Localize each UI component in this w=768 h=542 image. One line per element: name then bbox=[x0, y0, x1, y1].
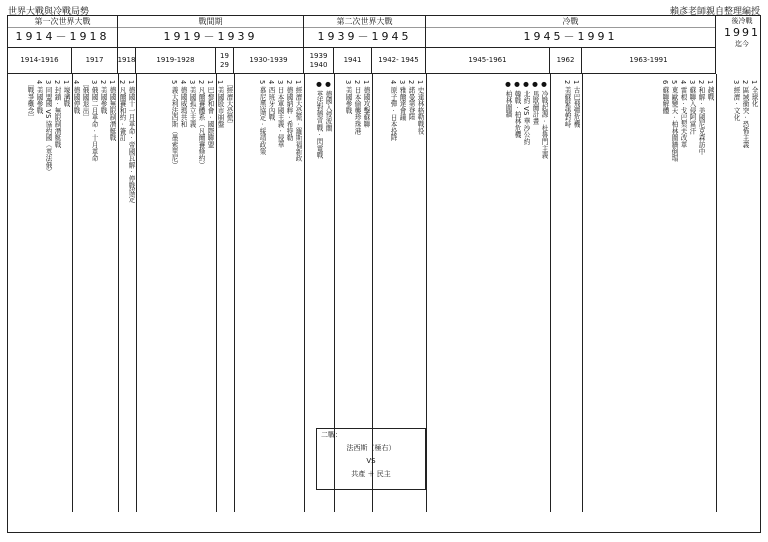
column-line: 1 經濟大恐慌 · 羅斯福新政 bbox=[294, 80, 302, 162]
column-1930 bbox=[236, 80, 302, 162]
column-line: ● 德國入侵波蘭 bbox=[324, 80, 332, 132]
column-line: 1 美國股市崩盤 bbox=[216, 80, 224, 128]
column-line: 1 越戰 bbox=[706, 80, 714, 101]
column-1962 bbox=[552, 80, 580, 128]
subheader-1963: 1963-1991 bbox=[582, 47, 716, 74]
divider bbox=[550, 74, 551, 512]
column-line: 4 美國參戰 bbox=[35, 80, 43, 114]
period-years: 1914－1918 bbox=[15, 30, 110, 43]
column-line: 2 凡爾賽體系（凡爾賽條約） bbox=[197, 80, 205, 169]
column-line: 〔戰爭概念〕 bbox=[26, 80, 34, 121]
subheader-1914: 1914-1916 bbox=[8, 47, 72, 74]
divider bbox=[582, 74, 583, 512]
column-line: 5 慕尼黑協定 · 綏靖政策 bbox=[258, 80, 266, 155]
author-note: 賴彥老師親自整理編授 bbox=[669, 7, 760, 17]
column-line: 2 區域衝突 · 恐怖主義 bbox=[741, 80, 749, 148]
subheader-1942: 1942- 1945 bbox=[372, 47, 426, 74]
period-name: 第一次世界大戰 bbox=[8, 16, 117, 28]
period-years: 1939－1945 bbox=[317, 30, 412, 43]
column-1963 bbox=[584, 80, 714, 162]
subheader-1917: 1917 bbox=[72, 47, 118, 74]
column-line: 1 史達林格勒戰役 bbox=[416, 80, 424, 135]
callout-line: 法西斯（極右） bbox=[346, 444, 396, 452]
column-line: 2 美蘇緊張對峙 bbox=[563, 80, 571, 128]
column-1941 bbox=[336, 80, 370, 134]
column-line: 5 義大利法西斯（墨索里尼） bbox=[170, 80, 178, 169]
column-line: ● 北約 VS 華沙公約 bbox=[522, 80, 530, 145]
column-line: 4 德國停戰 bbox=[72, 80, 80, 114]
column-line: 〔經濟大恐慌〕 bbox=[225, 80, 233, 128]
period-name: 戰間期 bbox=[118, 16, 303, 28]
column-line: ● 柏林圍牆 bbox=[504, 80, 512, 118]
column-line: 3 日本軍國主義 · 侵華 bbox=[276, 80, 284, 148]
period-coldwar bbox=[426, 16, 716, 47]
divider bbox=[716, 74, 717, 512]
callout-label: 二戰： bbox=[321, 431, 342, 439]
divider bbox=[426, 74, 427, 512]
column-1991 bbox=[720, 80, 758, 148]
period-ww2 bbox=[304, 16, 426, 47]
subheader-1918: 1918 bbox=[118, 47, 136, 74]
column-1917 bbox=[74, 80, 116, 162]
subheader-1929: 19 29 bbox=[216, 47, 234, 74]
column-line: 〔俄國退出〕 bbox=[81, 80, 89, 121]
column-1942 bbox=[374, 80, 424, 141]
period-years: 1919－1939 bbox=[163, 30, 258, 43]
column-1919 bbox=[138, 80, 214, 168]
divider bbox=[216, 74, 217, 512]
chart-title: 世界大戰與冷戰局勢 bbox=[8, 7, 90, 17]
column-line: 1 德國攻擊蘇聯 bbox=[362, 80, 370, 128]
subheader-1930: 1930-1939 bbox=[234, 47, 304, 74]
column-line: ● 冷戰起源 · 杜魯門主義 bbox=[540, 80, 548, 159]
callout-line: VS bbox=[366, 457, 376, 465]
column-line: 6 蘇聯解體 bbox=[661, 80, 669, 114]
column-line: 1 全球化 bbox=[750, 80, 758, 108]
period-years: 1945－1991 bbox=[523, 30, 618, 43]
column-1918 bbox=[119, 80, 135, 202]
period-postcoldwar bbox=[724, 16, 760, 49]
column-line: 3 經濟 · 文化 bbox=[732, 80, 740, 121]
divider bbox=[136, 74, 137, 512]
ww2-ideology-callout bbox=[316, 428, 426, 490]
column-line: 4 德國威瑪共和 bbox=[179, 80, 187, 128]
divider bbox=[304, 74, 305, 512]
column-line: 3 同盟國 VS 協約國（英法俄） bbox=[44, 80, 52, 176]
column-line: 5 東歐變天 · 柏林圍牆倒塌 bbox=[670, 80, 678, 162]
period-years: 1991 bbox=[724, 26, 760, 39]
column-line: 3 雅爾達會議 bbox=[398, 80, 406, 121]
subheader-1945: 1945-1961 bbox=[426, 47, 550, 74]
subheader-1941: 1941 bbox=[334, 47, 372, 74]
divider bbox=[234, 74, 235, 512]
column-line: 1 德國無限制潛艇戰 bbox=[108, 80, 116, 142]
column-line: 2 封鎖 · 無限制潛艇戰 bbox=[53, 80, 61, 148]
column-line: 1 壕溝戰 bbox=[62, 80, 70, 108]
subheader-1919: 1919-1928 bbox=[136, 47, 216, 74]
column-1939 bbox=[306, 80, 332, 159]
column-line: 4 原子彈 · 日本投降 bbox=[389, 80, 397, 142]
callout-line: 共產 ＋ 民主 bbox=[351, 470, 391, 478]
column-line: 2 日本偷襲珍珠港 bbox=[353, 80, 361, 135]
column-line: 1 德國十一月革命 · 帝國瓦解 · 停戰協定 bbox=[127, 80, 135, 203]
period-note: 迄今 bbox=[735, 40, 749, 48]
column-line: 1 巴黎和會 · 國際聯盟 bbox=[206, 80, 214, 148]
column-1914 bbox=[10, 80, 70, 175]
column-line: ● 韓戰 · 柏林危機 bbox=[513, 80, 521, 139]
column-line: 1 古巴飛彈危機 bbox=[572, 80, 580, 128]
column-1945 bbox=[428, 80, 548, 159]
column-line: 2 德國納粹 · 希特勒 bbox=[285, 80, 293, 142]
column-line: 3 蘇聯入侵阿富汗 bbox=[688, 80, 696, 135]
column-line: 4 西班牙內戰 bbox=[267, 80, 275, 121]
column-line: 2 凡爾賽和約 · 簽訂 bbox=[118, 80, 126, 142]
period-ww1 bbox=[8, 16, 118, 47]
column-line: 2 和解 · 美國尼克森訪中 bbox=[697, 80, 705, 155]
column-line: ● 英法對德宣戰 · 閃電戰 bbox=[315, 80, 323, 159]
subheader-1962: 1962 bbox=[550, 47, 582, 74]
column-line: 2 美國參戰 bbox=[99, 80, 107, 114]
column-line: ● 馬歇爾計畫 bbox=[531, 80, 539, 125]
column-line: 3 美國孤立主義 bbox=[188, 80, 196, 128]
column-line: 2 諾曼第登陸 bbox=[407, 80, 415, 121]
column-line: 4 雷根 · 戈巴契夫改革 bbox=[679, 80, 687, 148]
subheader-1939: 1939 1940 bbox=[304, 47, 334, 74]
column-line: 3 美國參戰 bbox=[344, 80, 352, 114]
period-name: 冷戰 bbox=[426, 16, 715, 28]
column-1929 bbox=[217, 80, 233, 128]
period-name: 第二次世界大戰 bbox=[304, 16, 425, 28]
column-line: 3 俄國二月革命 · 十月革命 bbox=[90, 80, 98, 162]
period-interwar bbox=[118, 16, 304, 47]
period-name: 後冷戰 bbox=[731, 17, 753, 25]
